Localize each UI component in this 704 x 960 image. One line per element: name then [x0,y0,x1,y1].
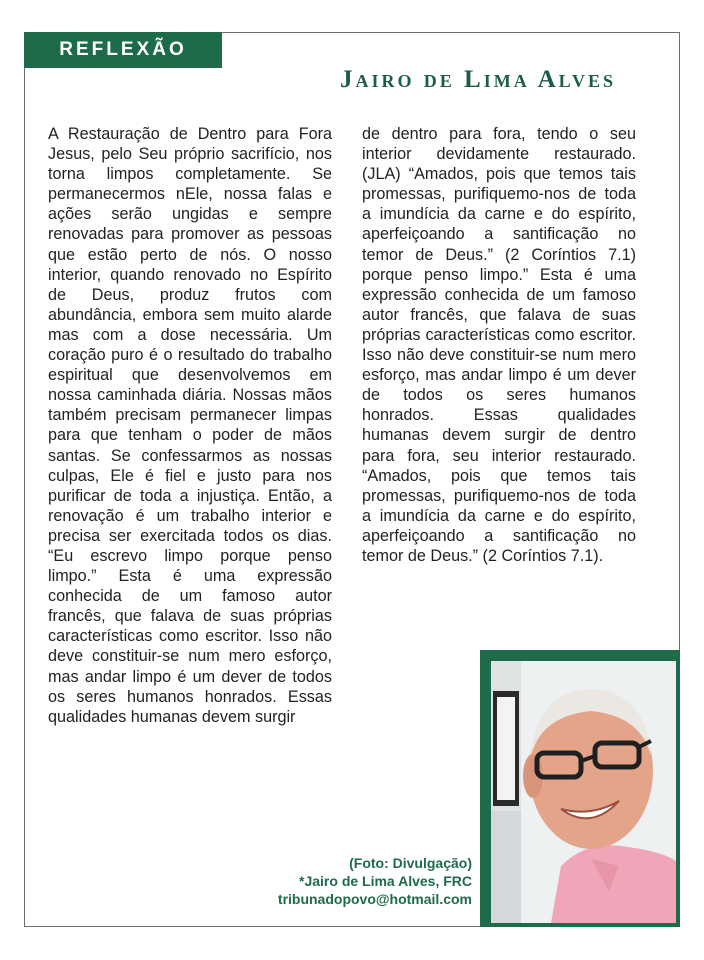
author-email[interactable]: tribunadopovo@hotmail.com [277,891,472,907]
author-line: *Jairo de Lima Alves, FRC [299,873,472,889]
article-left-column: A Restauração de Dentro para Fora Jesus, pelo Seu próprio sacrifício, nos torna limpos completamente. Se permanecermos nEle, nossa falas e ações serão ungidas e sempre renovadas para promover as pessoas que estão perto de nós. O nosso interior, quando renovado no Espírito de Deus, produz frutos com abundância, embora sem muito alarde mas com a dose necessária. Um coração puro é o resultado do trabalho espiritual que desenvolvemos em nossa caminhada diária. Nossas mãos também precisam permanecer limpas para que tenham o poder de mãos santas. Se confessarmos as nossas culpas, Ele é fiel e justo para nos purificar de toda a injustiça. Então, a renovação é um trabalho interior e precisa ser exercitada todos os dias. “Eu escrevo limpo porque penso limpo.” Esta é uma expressão conhecida de um famoso autor francês, que falava de suas próprias características como escritor. Isso não deve constituir-se num mero esforço, mas andar limpo é um dever de todos os seres humanos honrados. Essas qualidades humanas devem surgir [48,125,332,726]
section-label: REFLEXÃO [24,32,222,68]
credits-block [278,854,472,908]
author-title: Jairo de Lima Alves [340,66,616,93]
article-right-column: de dentro para fora, tendo o seu interior devidamente restaurado. (JLA) “Amados, pois que temos tais promessas, purifiquemo-nos de toda a imundícia da carne e do espírito, aperfeiçoando a santificação no temor de Deus.” (2 Coríntios 7.1) porque penso limpo.” Esta é uma expressão conhecida de um famoso autor francês, que falava de suas próprias características como escritor. Isso não deve constituir-se num mero esforço, mas andar limpo é um dever de todos os seres humanos honrados. Essas qualidades humanas devem surgir de dentro para fora, seu interior restaurado. “Amados, pois que temos tais promessas, purifiquemo-nos de toda a imundícia da carne e do espírito, aperfeiçoando a santificação no temor de Deus.” (2 Coríntios 7.1). [362,125,636,565]
author-photo [491,661,676,923]
photo-credit: (Foto: Divulgação) [349,855,472,871]
